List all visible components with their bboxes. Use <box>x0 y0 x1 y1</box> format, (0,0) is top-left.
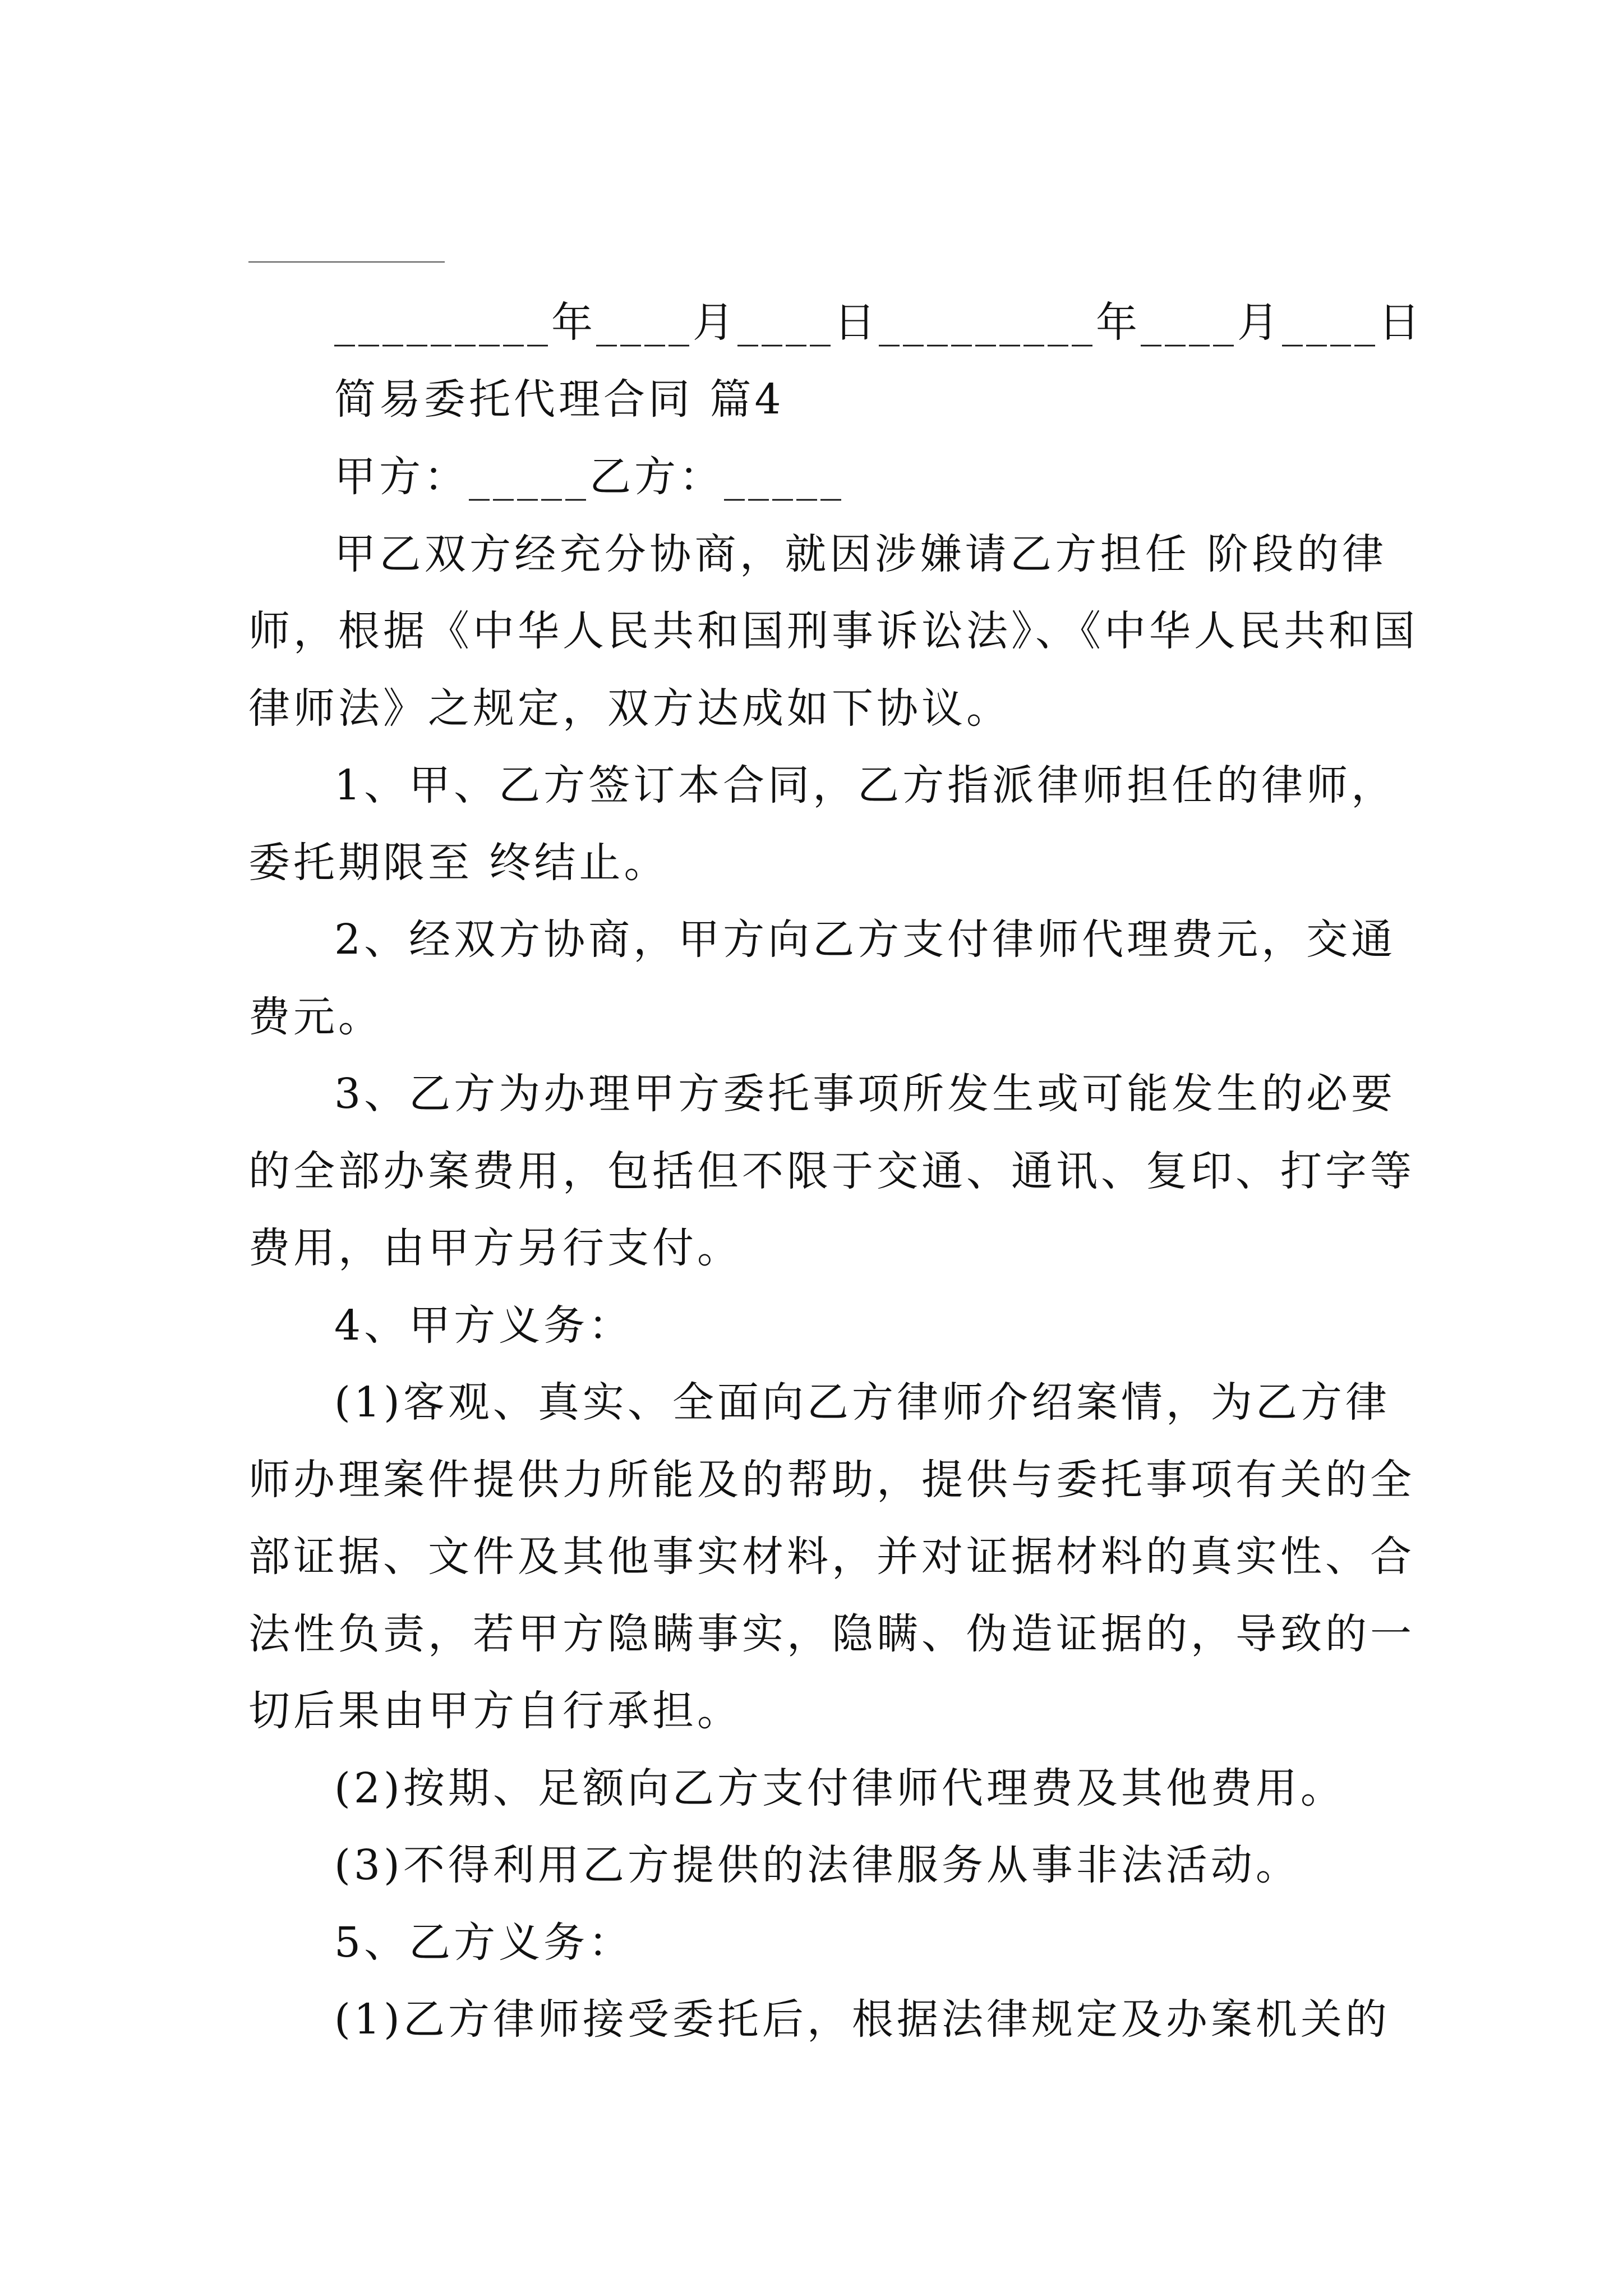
paragraph-line: 3、乙方为办理甲方委托事项所发生或可能发生的必要 <box>334 1070 1396 1118</box>
date-line: _________年____月____日_________年____月____日 <box>334 298 1423 347</box>
paragraph-line: 的全部办案费用，包括但不限于交通、通讯、复印、打字等 <box>248 1147 1415 1195</box>
paragraph-line: 切后果由甲方自行承担。 <box>248 1687 742 1735</box>
section-heading: 5、乙方义务： <box>334 1918 634 1967</box>
header-rule <box>248 261 445 263</box>
section-heading: 4、甲方义务： <box>334 1301 634 1350</box>
paragraph-line: (2)按期、足额向乙方支付律师代理费及其他费用。 <box>334 1764 1345 1812</box>
paragraph-line: 师，根据《中华人民共和国刑事诉讼法》、《中华人民共和国 <box>248 607 1418 655</box>
paragraph-line: (3)不得利用乙方提供的法律服务从事非法活动。 <box>334 1841 1301 1889</box>
paragraph-line: 甲乙双方经充分协商，就因涉嫌请乙方担任 阶段的律 <box>334 530 1387 578</box>
paragraph-line: 1、甲、乙方签订本合同，乙方指派律师担任的律师， <box>334 761 1396 809</box>
paragraph-line: 师办理案件提供力所能及的帮助，提供与委托事项有关的全 <box>248 1456 1415 1504</box>
paragraph-line: 律师法》之规定，双方达成如下协议。 <box>248 684 1011 733</box>
paragraph-line: 费元。 <box>248 993 383 1041</box>
paragraph-line: 部证据、文件及其他事实材料，并对证据材料的真实性、合 <box>248 1533 1415 1581</box>
paragraph-line: (1)客观、真实、全面向乙方律师介绍案情，为乙方律 <box>334 1378 1390 1427</box>
contract-heading: 简易委托代理合同 篇4 <box>334 375 785 424</box>
parties-line: 甲方：_____乙方：_____ <box>334 453 845 501</box>
paragraph-line: 委托期限至 终结止。 <box>248 839 669 887</box>
paragraph-line: (1)乙方律师接受委托后，根据法律规定及办案机关的 <box>334 1995 1390 2044</box>
paragraph-line: 法性负责，若甲方隐瞒事实，隐瞒、伪造证据的，导致的一 <box>248 1610 1415 1658</box>
paragraph-line: 费用，由甲方另行支付。 <box>248 1224 742 1272</box>
paragraph-line: 2、经双方协商，甲方向乙方支付律师代理费元，交通 <box>334 915 1396 964</box>
